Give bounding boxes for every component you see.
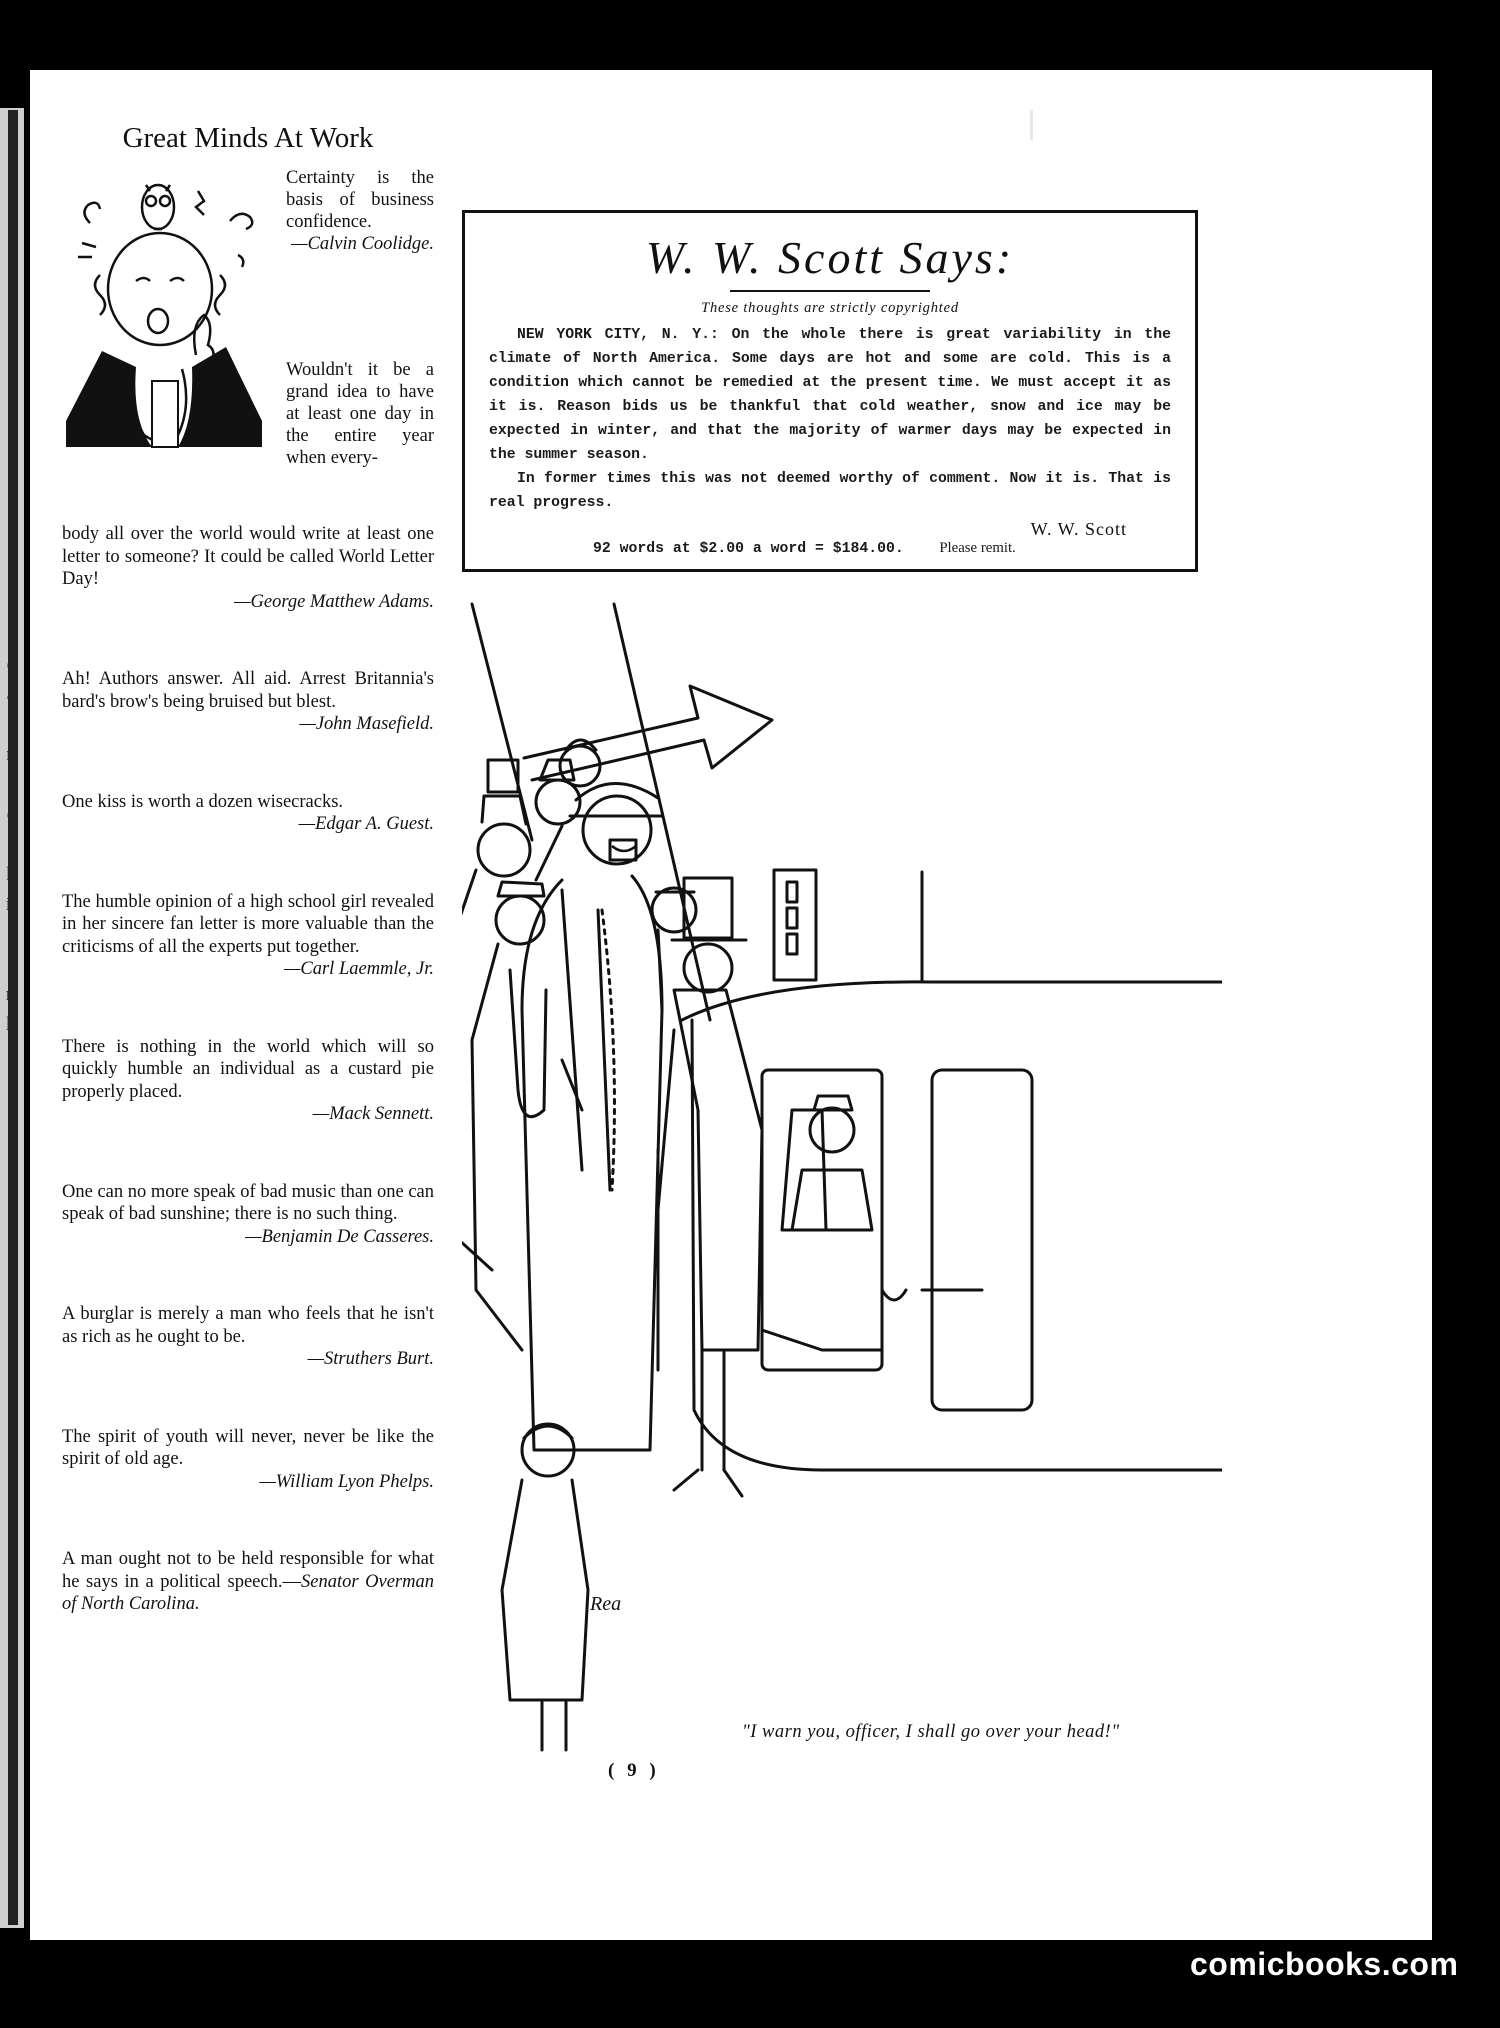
page-crease <box>1030 110 1033 140</box>
margin-mark: e <box>6 654 16 675</box>
box-paragraph-1: NEW YORK CITY, N. Y.: On the whole there is great variability in the climate of North America. Some days are hot and some are cold. This is a condition which cannot be remedied at the present time. We must accept it as it is. Reason bids us be thankful that cold weather, snow and ice may be expected in winter, and that the majority of warmer days may be expected in the summer season. <box>489 326 1171 463</box>
quote-adams-text: body all over the world would write at least one letter to someone? It could be called World Letter Day! <box>62 524 434 589</box>
margin-mark: n <box>6 744 16 765</box>
margin-mark: , <box>8 774 14 795</box>
quote-sennett <box>62 1036 434 1126</box>
quote-laemmle-attribution: —Carl Laemmle, Jr. <box>283 959 434 979</box>
quote-de-casseres <box>62 1181 434 1249</box>
margin-mark: it <box>5 894 17 915</box>
box-subtitle: These thoughts are strictly copyrighted <box>701 299 959 316</box>
quote-adams-top: Wouldn't it be a grand idea to have at least one day in the entire year when every- <box>286 360 434 468</box>
quote-de-casseres-text: One can no more speak of bad music than one can speak of bad sunshine; there is no such thing. <box>62 1181 434 1224</box>
quote-masefield-text: Ah! Authors answer. All aid. Arrest Britannia's bard's brow's being bruised but blest. <box>62 669 434 712</box>
great-minds-column <box>62 122 434 1616</box>
margin-mark: l <box>8 714 14 735</box>
officer-cartoon-illustration <box>462 590 1222 1770</box>
quote-phelps-attribution: —William Lyon Phelps. <box>259 1471 434 1492</box>
margin-mark: r, <box>5 984 17 1005</box>
quote-coolidge <box>286 167 434 255</box>
quote-phelps-text: The spirit of youth will never, never be like the spirit of old age. <box>62 1426 434 1469</box>
box-signature: W. W. Scott <box>1030 518 1127 539</box>
quote-laemmle <box>62 891 434 981</box>
scott-says-box <box>462 210 1198 572</box>
quote-overman-text: A man ought not to be held responsible for what he says in a political speech.— <box>62 1549 434 1592</box>
box-price: 92 words at $2.00 a word = $184.00. <box>593 540 904 557</box>
intro-block <box>62 163 434 523</box>
quote-guest <box>62 791 434 836</box>
box-paragraph-2: In former times this was not deemed worthy of comment. Now it is. That is real progress. <box>489 470 1171 511</box>
site-watermark: comicbooks.com <box>1190 1946 1459 1982</box>
quote-coolidge-attribution: —Calvin Coolidge. <box>291 234 434 254</box>
owl-on-head-illustration <box>62 171 270 461</box>
quote-guest-attribution: —Edgar A. Guest. <box>298 814 434 834</box>
quote-masefield-attribution: —John Masefield. <box>299 714 434 734</box>
quote-phelps <box>62 1426 434 1494</box>
box-price-line <box>593 540 1195 557</box>
margin-mark: a <box>6 684 16 705</box>
quote-coolidge-text: Certainty is the basis of business confidence. <box>286 168 434 232</box>
cartoon-caption: "I warn you, officer, I shall go over your head!" <box>742 1722 1120 1742</box>
margin-mark: " <box>7 954 15 975</box>
margin-mark: h <box>6 864 16 885</box>
quote-sennett-text: There is nothing in the world which will so quickly humble an individual as a custard pie properly placed. <box>62 1036 434 1102</box>
quote-burt <box>62 1303 434 1371</box>
box-remit: Please remit. <box>939 539 1016 556</box>
margin-mark: e <box>6 804 16 825</box>
quote-overman <box>62 1548 434 1616</box>
quote-laemmle-text: The humble opinion of a high school girl revealed in her sincere fan letter is more valuable than the criticisms of all the experts put together. <box>62 891 434 957</box>
quote-overman-attribution: Senator Overman of North Carolina. <box>62 1571 434 1614</box>
margin-mark: - <box>7 834 15 855</box>
quote-burt-attribution: —Struthers Burt. <box>307 1349 434 1369</box>
quote-burt-text: A burglar is merely a man who feels that he isn't as rich as he ought to be. <box>62 1304 434 1347</box>
artist-signature: Rea <box>590 1593 622 1615</box>
column-title: Great Minds At Work <box>122 122 374 154</box>
quote-guest-text: One kiss is worth a dozen wisecracks. <box>62 791 344 812</box>
margin-mark: f <box>7 924 15 945</box>
quote-masefield <box>62 668 434 736</box>
margin-mark: s <box>7 624 15 645</box>
margin-mark: ll <box>5 1014 17 1035</box>
margin-marks <box>0 620 24 1040</box>
box-title-rule <box>730 290 930 292</box>
page-number: ( 9 ) <box>608 1760 660 1781</box>
quote-sennett-attribution: —Mack Sennett. <box>312 1104 434 1124</box>
quote-de-casseres-attribution: —Benjamin De Casseres. <box>245 1226 434 1247</box>
box-body <box>489 323 1171 515</box>
quote-adams <box>62 523 434 613</box>
box-title: W. W. Scott Says: <box>645 232 1015 283</box>
quote-adams-attribution: —George Matthew Adams. <box>234 591 434 612</box>
